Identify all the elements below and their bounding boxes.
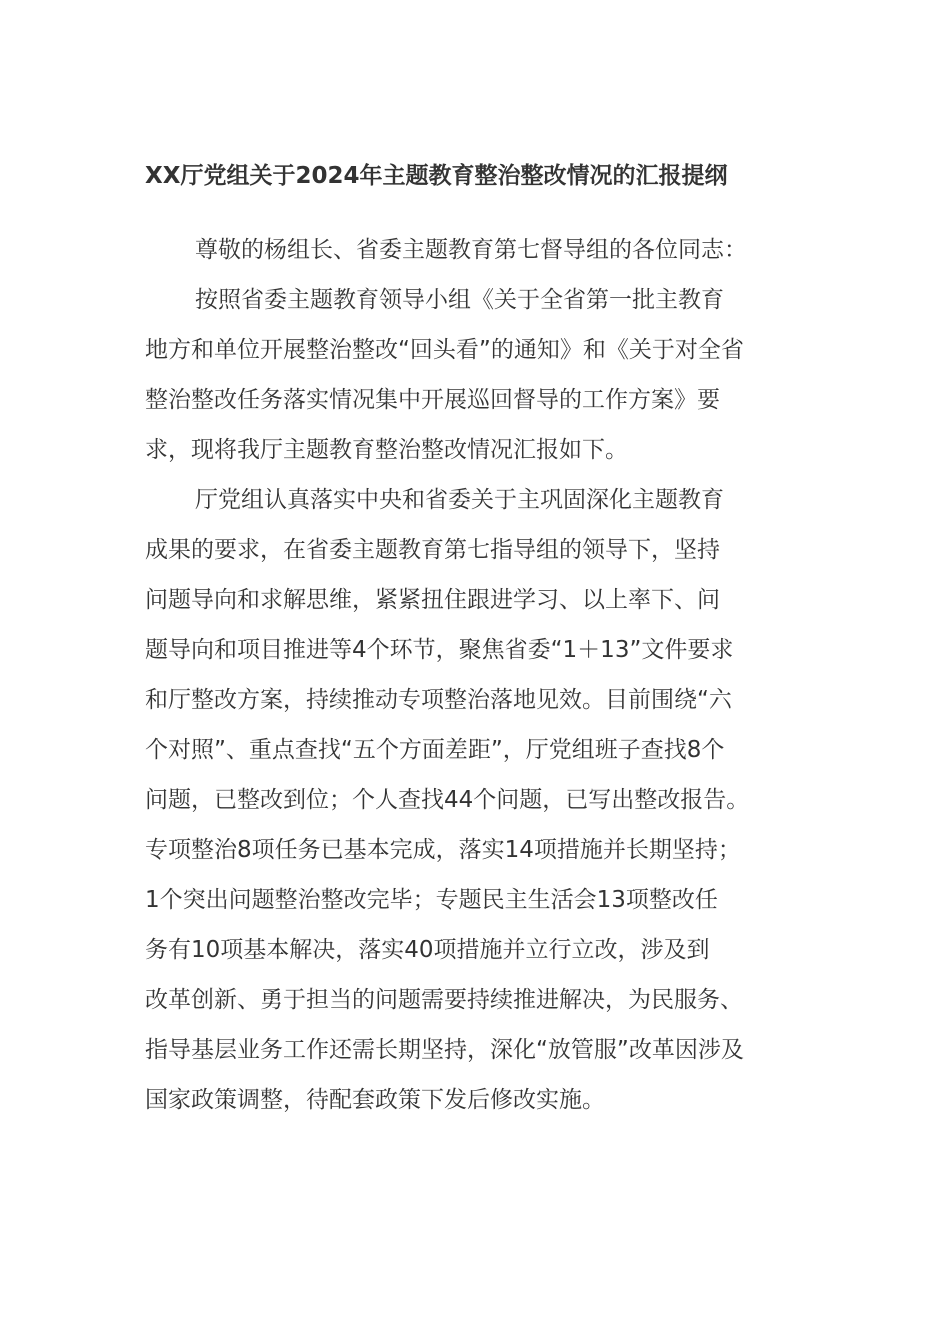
paragraph-2-line-12: 指导基层业务工作还需长期坚持，深化“放管服”改革因涉及 [145, 1037, 744, 1063]
paragraph-1-line-2: 地方和单位开展整治整改“回头看”的通知》和《关于对全省 [145, 337, 744, 363]
paragraph-2-line-11: 改革创新、勇于担当的问题需要持续推进解决，为民服务、 [145, 987, 743, 1013]
paragraph-1-line-1: 按照省委主题教育领导小组《关于全省第一批主教育 [195, 287, 724, 313]
paragraph-1-line-3: 整治整改任务落实情况集中开展巡回督导的工作方案》要 [145, 387, 720, 413]
paragraph-2-line-1: 厅党组认真落实中央和省委关于主巩固深化主题教育 [195, 487, 724, 513]
paragraph-2-line-9: 1个突出问题整治整改完毕；专题民主生活会13项整改任 [145, 887, 718, 913]
paragraph-2-line-5: 和厅整改方案，持续推动专项整治落地见效。目前围绕“六 [145, 687, 732, 713]
paragraph-2-line-4: 题导向和项目推进等4个环节，聚焦省委“1＋13”文件要求 [145, 637, 734, 663]
paragraph-2-line-8: 专项整治8项任务已基本完成，落实14项措施并长期坚持； [145, 837, 741, 863]
paragraph-2-line-10: 务有10项基本解决，落实40项措施并立行立改，涉及到 [145, 937, 710, 963]
paragraph-2-line-3: 问题导向和求解思维，紧紧扭住跟进学习、以上率下、问 [145, 587, 720, 613]
salutation-line: 尊敬的杨组长、省委主题教育第七督导组的各位同志： [195, 237, 747, 263]
paragraph-2-line-6: 个对照”、重点查找“五个方面差距”，厅党组班子查找8个 [145, 737, 725, 763]
paragraph-2-line-13: 国家政策调整，待配套政策下发后修改实施。 [145, 1087, 605, 1113]
paragraph-1-line-4: 求，现将我厅主题教育整治整改情况汇报如下。 [145, 437, 628, 463]
paragraph-2-line-2: 成果的要求，在省委主题教育第七指导组的领导下，坚持 [145, 537, 720, 563]
paragraph-2-line-7: 问题，已整改到位；个人查找44个问题，已写出整改报告。 [145, 787, 750, 813]
document-title: XX厅党组关于2024年主题教育整治整改情况的汇报提纲 [145, 163, 728, 189]
